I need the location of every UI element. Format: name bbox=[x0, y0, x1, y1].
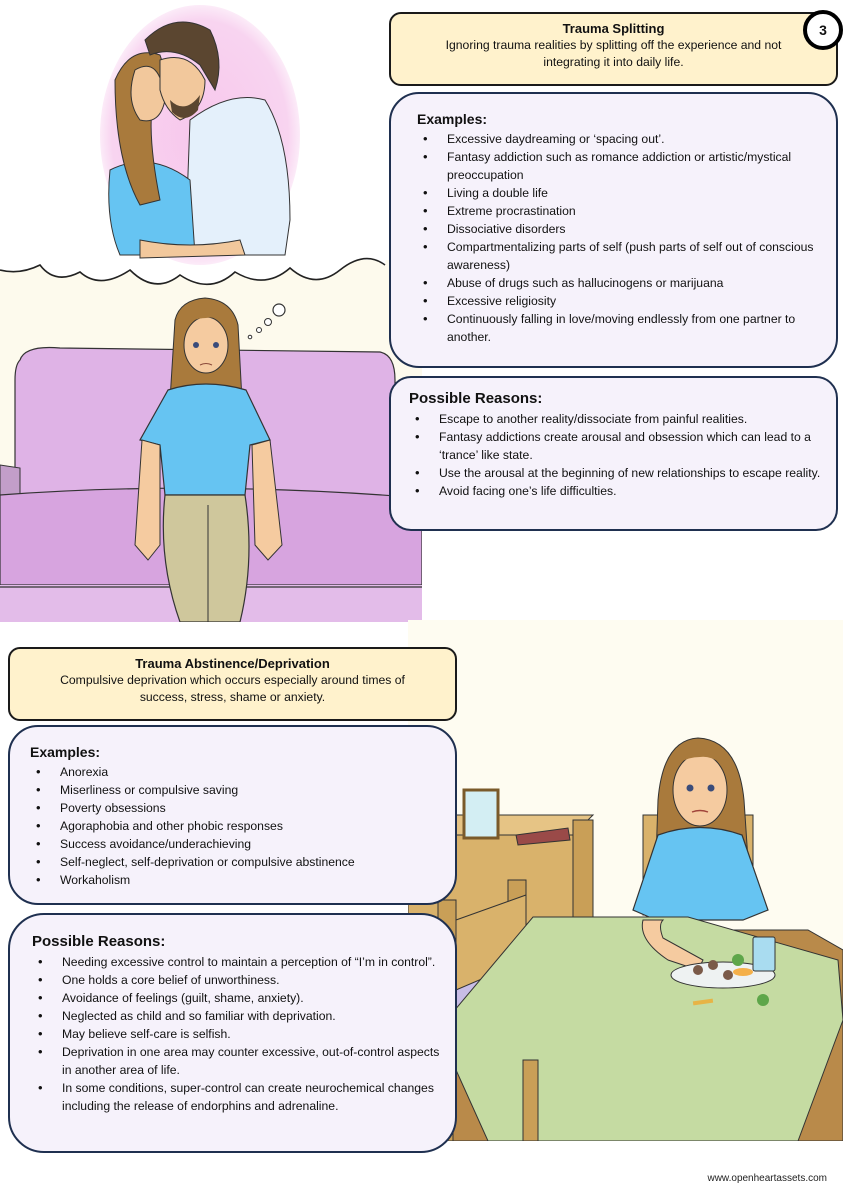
splitting-examples-heading: Examples: bbox=[417, 111, 488, 127]
list-item: • Excessive religiosity bbox=[417, 292, 822, 310]
abstinence-reasons-heading: Possible Reasons: bbox=[32, 933, 166, 950]
abstinence-examples-list bbox=[30, 763, 441, 889]
abstinence-examples-heading: Examples: bbox=[30, 744, 101, 760]
list-item: • Agoraphobia and other phobic responses bbox=[30, 817, 441, 835]
illustration-daydreaming bbox=[0, 0, 422, 622]
list-item: • Poverty obsessions bbox=[30, 799, 441, 817]
list-item: • Fantasy addiction such as romance addiction or artistic/mystical preoccupation bbox=[417, 148, 822, 184]
splitting-examples-list bbox=[417, 130, 822, 346]
list-item: • Avoid facing one’s life difficulties. bbox=[409, 482, 822, 500]
list-item: • Continuously falling in love/moving endlessly from one partner to another. bbox=[417, 310, 822, 346]
abstinence-title: Trauma Abstinence/Deprivation bbox=[135, 656, 330, 671]
list-item: • Self-neglect, self-deprivation or compulsive abstinence bbox=[30, 853, 441, 871]
page-number: 3 bbox=[819, 22, 827, 38]
splitting-reasons-box bbox=[389, 376, 838, 531]
splitting-description: Ignoring trauma realities by splitting off the experience and not integrating it into daily life. bbox=[445, 38, 782, 69]
list-item: • Compartmentalizing parts of self (push parts of self out of conscious awareness) bbox=[417, 238, 822, 274]
splitting-reasons-list bbox=[409, 410, 822, 500]
splitting-title-box bbox=[389, 12, 838, 86]
list-item: • Dissociative disorders bbox=[417, 220, 822, 238]
list-item: • Extreme procrastination bbox=[417, 202, 822, 220]
list-item: • Use the arousal at the beginning of new relationships to escape reality. bbox=[409, 464, 822, 482]
list-item: • One holds a core belief of unworthiness. bbox=[32, 971, 441, 989]
splitting-reasons-heading: Possible Reasons: bbox=[409, 390, 543, 407]
splitting-title: Trauma Splitting bbox=[562, 21, 665, 36]
list-item: • May believe self-care is selfish. bbox=[32, 1025, 441, 1043]
list-item: • Anorexia bbox=[30, 763, 441, 781]
abstinence-examples-box bbox=[8, 725, 457, 905]
abstinence-reasons-box bbox=[8, 913, 457, 1153]
list-item: • Living a double life bbox=[417, 184, 822, 202]
abstinence-reasons-list bbox=[32, 953, 441, 1115]
abstinence-title-box bbox=[8, 647, 457, 721]
list-item: • Excessive daydreaming or ‘spacing out’. bbox=[417, 130, 822, 148]
list-item: • Workaholism bbox=[30, 871, 441, 889]
list-item: • Escape to another reality/dissociate from painful realities. bbox=[409, 410, 822, 428]
list-item: • Needing excessive control to maintain a perception of “I’m in control”. bbox=[32, 953, 441, 971]
list-item: • Success avoidance/underachieving bbox=[30, 835, 441, 853]
website-link[interactable]: www.openheartassets.com bbox=[707, 1173, 827, 1184]
illustration-deprivation bbox=[408, 620, 843, 1141]
list-item: • In some conditions, super-control can create neurochemical changes including the release of endorphins and adrenaline. bbox=[32, 1079, 441, 1115]
dinner-table-scene-image bbox=[408, 620, 843, 1141]
splitting-examples-box bbox=[389, 92, 838, 368]
list-item: • Avoidance of feelings (guilt, shame, anxiety). bbox=[32, 989, 441, 1007]
list-item: • Deprivation in one area may counter excessive, out-of-control aspects in another area of life. bbox=[32, 1043, 441, 1079]
list-item: • Fantasy addictions create arousal and obsession which can lead to a ‘trance’ like state. bbox=[409, 428, 822, 464]
daydream-scene-image bbox=[0, 0, 422, 622]
page-number-badge bbox=[803, 10, 843, 50]
abstinence-description: Compulsive deprivation which occurs especially around times of success, stress, shame or anxiety. bbox=[60, 673, 405, 704]
list-item: • Abuse of drugs such as hallucinogens or marijuana bbox=[417, 274, 822, 292]
list-item: • Neglected as child and so familiar with deprivation. bbox=[32, 1007, 441, 1025]
list-item: • Miserliness or compulsive saving bbox=[30, 781, 441, 799]
